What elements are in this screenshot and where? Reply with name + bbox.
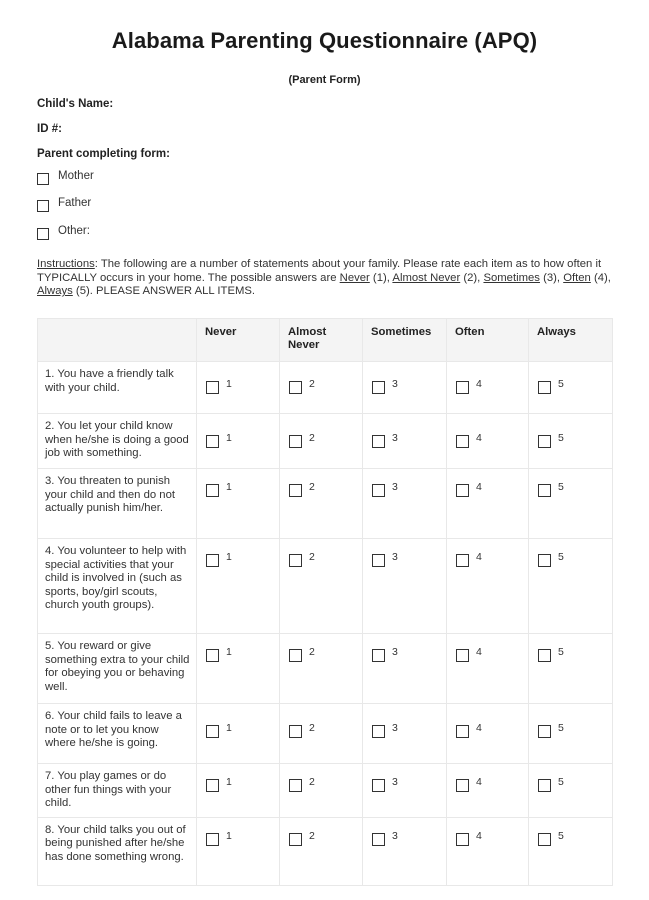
header-always: Always xyxy=(529,319,613,362)
scale-value: 4 xyxy=(476,432,482,444)
answer-cell xyxy=(363,634,447,704)
answer-cell xyxy=(363,764,447,818)
answer-cell xyxy=(529,362,613,414)
table-row xyxy=(38,704,613,764)
checkbox-icon[interactable] xyxy=(372,833,385,846)
table-row xyxy=(38,817,613,885)
checkbox-icon[interactable] xyxy=(289,435,302,448)
checkbox-icon[interactable] xyxy=(206,779,219,792)
answer-cell xyxy=(447,414,529,469)
answer-option[interactable] xyxy=(206,379,279,394)
scale-value: 5 xyxy=(558,378,564,390)
scale-value: 3 xyxy=(392,776,398,788)
answer-cell xyxy=(529,634,613,704)
question-text: 1. You have a friendly talk with your child. xyxy=(38,362,197,414)
answer-option[interactable] xyxy=(206,482,279,497)
scale-value: 2 xyxy=(309,481,315,493)
answer-cell xyxy=(197,817,280,885)
form-subtitle: (Parent Form) xyxy=(288,74,361,86)
checkbox-icon[interactable] xyxy=(456,381,469,394)
answer-option[interactable] xyxy=(289,723,362,738)
checkbox-icon[interactable] xyxy=(372,649,385,662)
checkbox-mother[interactable] xyxy=(37,173,49,185)
answer-option[interactable] xyxy=(372,433,446,448)
answer-option[interactable] xyxy=(372,379,446,394)
scale-value: 4 xyxy=(476,378,482,390)
answer-cell xyxy=(447,764,529,818)
answer-cell xyxy=(363,469,447,539)
checkbox-icon[interactable] xyxy=(538,554,551,567)
checkbox-icon[interactable] xyxy=(206,554,219,567)
checkbox-other[interactable] xyxy=(37,228,49,240)
answer-cell xyxy=(447,469,529,539)
answer-cell xyxy=(447,539,529,634)
answer-option[interactable] xyxy=(289,647,362,662)
question-text: 8. Your child talks you out of being punished after he/she has done something wrong. xyxy=(38,817,197,885)
answer-option[interactable] xyxy=(206,777,279,792)
answer-option[interactable] xyxy=(538,433,612,448)
answer-option[interactable] xyxy=(372,647,446,662)
table-row xyxy=(38,634,613,704)
question-text: 4. You volunteer to help with special activities that your child is involved in (such as sports, boy/girl scouts, church youth groups). xyxy=(38,539,197,634)
checkbox-icon[interactable] xyxy=(289,484,302,497)
table-row xyxy=(38,764,613,818)
answer-cell xyxy=(363,817,447,885)
scale-value: 4 xyxy=(476,646,482,658)
answer-cell xyxy=(280,469,363,539)
answer-option[interactable] xyxy=(372,777,446,792)
scale-value: 3 xyxy=(392,646,398,658)
scale-value: 4 xyxy=(476,722,482,734)
answer-cell xyxy=(197,539,280,634)
question-text: 3. You threaten to punish your child and then do not actually punish him/her. xyxy=(38,469,197,539)
page-title: Alabama Parenting Questionnaire (APQ) xyxy=(111,28,538,53)
scale-value: 4 xyxy=(476,776,482,788)
question-text: 7. You play games or do other fun things with your child. xyxy=(38,764,197,818)
checkbox-icon[interactable] xyxy=(289,649,302,662)
answer-cell xyxy=(280,704,363,764)
header-almost-never: Almost Never xyxy=(280,319,363,362)
answer-option[interactable] xyxy=(289,552,362,567)
checkbox-icon[interactable] xyxy=(372,381,385,394)
answer-option[interactable] xyxy=(456,482,528,497)
question-text: 5. You reward or give something extra to your child for obeying you or behaving well. xyxy=(38,634,197,704)
scale-value: 1 xyxy=(226,432,232,444)
answer-option[interactable] xyxy=(538,552,612,567)
checkbox-icon[interactable] xyxy=(372,484,385,497)
answer-option[interactable] xyxy=(456,647,528,662)
checkbox-icon[interactable] xyxy=(372,725,385,738)
checkbox-icon[interactable] xyxy=(456,554,469,567)
scale-value: 3 xyxy=(392,722,398,734)
table-row xyxy=(38,414,613,469)
parent-option-other[interactable] xyxy=(37,225,90,240)
scale-value: 5 xyxy=(558,432,564,444)
answer-option[interactable] xyxy=(372,552,446,567)
header-sometimes: Sometimes xyxy=(363,319,447,362)
answer-cell xyxy=(363,539,447,634)
option-label: Other: xyxy=(58,225,90,237)
questionnaire-table xyxy=(37,318,613,886)
checkbox-icon[interactable] xyxy=(456,484,469,497)
checkbox-father[interactable] xyxy=(37,200,49,212)
scale-value: 2 xyxy=(309,829,315,842)
checkbox-icon[interactable] xyxy=(372,435,385,448)
checkbox-icon[interactable] xyxy=(289,833,302,846)
scale-value: 5 xyxy=(558,829,564,842)
scale-value: 3 xyxy=(392,378,398,390)
answer-option[interactable] xyxy=(538,647,612,662)
answer-cell xyxy=(447,634,529,704)
answer-cell xyxy=(280,634,363,704)
answer-option[interactable] xyxy=(456,723,528,738)
answer-cell xyxy=(280,414,363,469)
scale-value: 1 xyxy=(226,776,232,788)
answer-option[interactable] xyxy=(456,433,528,448)
checkbox-icon[interactable] xyxy=(206,649,219,662)
answer-option[interactable] xyxy=(538,379,612,394)
answer-cell xyxy=(529,539,613,634)
scale-value: 1 xyxy=(226,551,232,563)
answer-option[interactable] xyxy=(206,552,279,567)
answer-cell xyxy=(529,469,613,539)
answer-option[interactable] xyxy=(372,482,446,497)
checkbox-icon[interactable] xyxy=(289,725,302,738)
scale-value: 1 xyxy=(226,481,232,493)
checkbox-icon[interactable] xyxy=(538,649,551,662)
checkbox-icon[interactable] xyxy=(206,435,219,448)
answer-option[interactable] xyxy=(538,482,612,497)
answer-option[interactable] xyxy=(289,777,362,792)
child-name-label: Child's Name: xyxy=(37,98,114,110)
answer-cell xyxy=(280,817,363,885)
option-label: Mother xyxy=(58,170,94,182)
table-row xyxy=(38,362,613,414)
option-label: Father xyxy=(58,197,92,209)
answer-option[interactable] xyxy=(289,433,362,448)
scale-value: 3 xyxy=(392,432,398,444)
scale-value: 2 xyxy=(309,646,315,658)
scale-value: 2 xyxy=(309,776,315,788)
scale-value: 1 xyxy=(226,378,232,390)
answer-cell xyxy=(363,362,447,414)
answer-cell xyxy=(197,634,280,704)
answer-cell xyxy=(197,362,280,414)
checkbox-icon[interactable] xyxy=(372,554,385,567)
table-row xyxy=(38,469,613,539)
checkbox-icon[interactable] xyxy=(456,779,469,792)
checkbox-icon[interactable] xyxy=(538,779,551,792)
checkbox-icon[interactable] xyxy=(206,381,219,394)
answer-cell xyxy=(529,817,613,885)
scale-value: 5 xyxy=(558,646,564,658)
answer-option[interactable] xyxy=(289,482,362,497)
checkbox-icon[interactable] xyxy=(206,725,219,738)
answer-cell xyxy=(280,362,363,414)
checkbox-icon[interactable] xyxy=(538,484,551,497)
scale-value: 5 xyxy=(558,551,564,563)
header-item xyxy=(38,319,197,362)
answer-cell xyxy=(197,414,280,469)
checkbox-icon[interactable] xyxy=(206,833,219,846)
answer-option[interactable] xyxy=(206,831,279,846)
checkbox-icon[interactable] xyxy=(372,779,385,792)
scale-value: 1 xyxy=(226,646,232,658)
scale-value: 4 xyxy=(476,481,482,493)
scale-value: 1 xyxy=(226,829,232,842)
header-often: Often xyxy=(447,319,529,362)
scale-value: 3 xyxy=(392,481,398,493)
header-never: Never xyxy=(197,319,280,362)
checkbox-icon[interactable] xyxy=(289,381,302,394)
answer-option[interactable] xyxy=(456,831,528,846)
checkbox-icon[interactable] xyxy=(456,833,469,846)
answer-cell xyxy=(447,817,529,885)
answer-option[interactable] xyxy=(538,723,612,738)
answer-cell xyxy=(197,764,280,818)
answer-cell xyxy=(529,414,613,469)
answer-cell xyxy=(280,539,363,634)
parent-option-father[interactable] xyxy=(37,197,91,212)
answer-cell xyxy=(529,764,613,818)
answer-option[interactable] xyxy=(372,831,446,846)
header-row xyxy=(38,319,613,362)
answer-cell xyxy=(280,764,363,818)
answer-option[interactable] xyxy=(289,831,362,846)
answer-option[interactable] xyxy=(372,723,446,738)
scale-value: 5 xyxy=(558,722,564,734)
checkbox-icon[interactable] xyxy=(456,725,469,738)
answer-option[interactable] xyxy=(456,552,528,567)
scale-value: 4 xyxy=(476,829,482,842)
parent-option-mother[interactable] xyxy=(37,170,94,185)
instructions: Instructions: The following are a number of statements about your family. Please rate each item as to how often it TYPICALLY occurs in your home. The possible answers are Never (1), Almost Never (2), Sometimes (3), Often (4), Always (5). PLEASE ANSWER ALL ITEMS. xyxy=(37,258,611,297)
answer-cell xyxy=(197,469,280,539)
instructions-lead: Instructions xyxy=(37,258,95,270)
question-text: 6. Your child fails to leave a note or to let you know where he/she is going. xyxy=(38,704,197,764)
scale-value: 2 xyxy=(309,378,315,390)
answer-cell xyxy=(529,704,613,764)
answer-option[interactable] xyxy=(456,379,528,394)
question-text: 2. You let your child know when he/she is doing a good job with something. xyxy=(38,414,197,469)
checkbox-icon[interactable] xyxy=(538,725,551,738)
checkbox-icon[interactable] xyxy=(456,649,469,662)
scale-value: 4 xyxy=(476,551,482,563)
scale-value: 5 xyxy=(558,776,564,788)
scale-value: 3 xyxy=(392,551,398,563)
answer-cell xyxy=(447,704,529,764)
scale-value: 2 xyxy=(309,432,315,444)
answer-cell xyxy=(447,362,529,414)
checkbox-icon[interactable] xyxy=(456,435,469,448)
answer-option[interactable] xyxy=(456,777,528,792)
scale-value: 5 xyxy=(558,481,564,493)
answer-option[interactable] xyxy=(289,379,362,394)
scale-value: 3 xyxy=(392,829,398,842)
answer-cell xyxy=(363,414,447,469)
table-row xyxy=(38,539,613,634)
scale-value: 2 xyxy=(309,551,315,563)
scale-value: 2 xyxy=(309,722,315,734)
answer-cell xyxy=(363,704,447,764)
scale-value: 1 xyxy=(226,722,232,734)
checkbox-icon[interactable] xyxy=(538,381,551,394)
answer-option[interactable] xyxy=(538,777,612,792)
checkbox-icon[interactable] xyxy=(538,833,551,846)
checkbox-icon[interactable] xyxy=(206,484,219,497)
answer-option[interactable] xyxy=(538,831,612,846)
checkbox-icon[interactable] xyxy=(289,554,302,567)
checkbox-icon[interactable] xyxy=(289,779,302,792)
answer-option[interactable] xyxy=(206,433,279,448)
answer-option[interactable] xyxy=(206,647,279,662)
parent-completing-label: Parent completing form: xyxy=(37,148,170,160)
id-label: ID #: xyxy=(37,123,62,135)
answer-option[interactable] xyxy=(206,723,279,738)
answer-cell xyxy=(197,704,280,764)
checkbox-icon[interactable] xyxy=(538,435,551,448)
